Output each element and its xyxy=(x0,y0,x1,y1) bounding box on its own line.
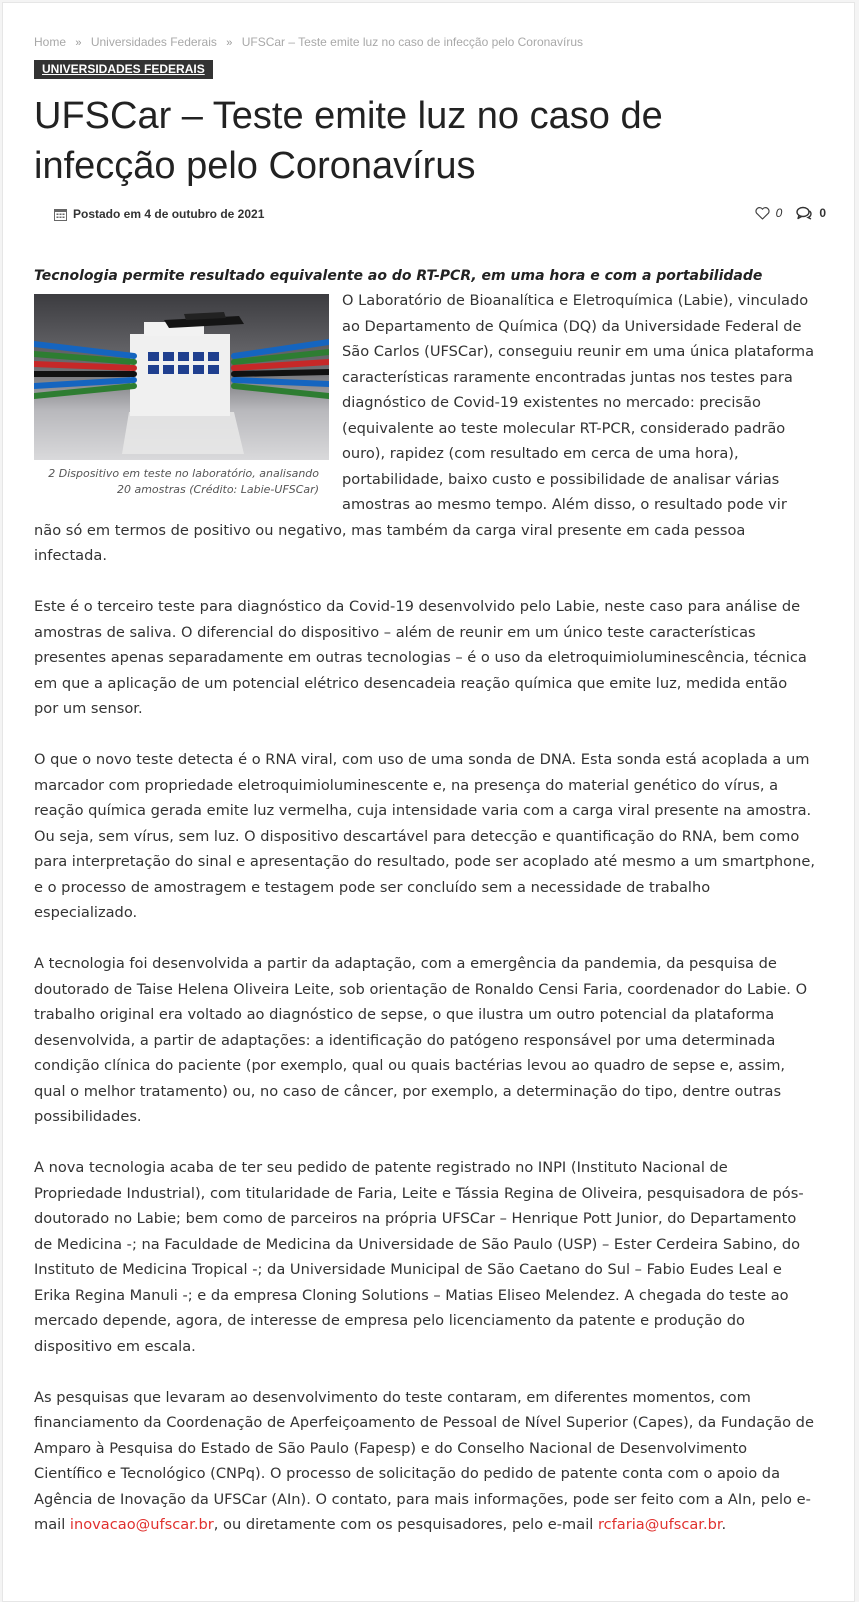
article-body xyxy=(34,288,815,1563)
breadcrumb-current: UFSCar – Teste emite luz no caso de infecção pelo Coronavírus xyxy=(241,35,583,49)
chevron-right-icon: » xyxy=(226,37,233,49)
post-date-text: Postado em 4 de outubro de 2021 xyxy=(73,207,265,221)
heart-icon xyxy=(755,207,770,220)
post-counters xyxy=(741,206,826,220)
email-link-rcfaria[interactable]: rcfaria@ufscar.br xyxy=(597,1516,722,1533)
category-badge[interactable]: UNIVERSIDADES FEDERAIS xyxy=(34,60,213,79)
comments-button[interactable] xyxy=(796,206,826,220)
chevron-right-icon: » xyxy=(75,37,82,49)
paragraph-5: A nova tecnologia acaba de ter seu pedido de patente registrado no INPI (Instituto Nacional de Propriedade Industrial), com titularidade de Faria, Leite e Tássia Regina de Oliveira, pesquisadora de pós-doutorado no Labie; bem como de parceiros na própria UFSCar – Henrique Pott Junior, do Departamento de Medicina -; na Faculdade de Medicina da Universidade de São Paulo (USP) – Ester Cerdeira Sabino, do Instituto de Medicina Tropical -; da Universidade Municipal de São Caetano do Sul – Fabio Eudes Leal e Erika Regina Manuli -; e da empresa Cloning Solutions – Matias Eliseo Melendez. A chegada do teste ao mercado depende, agora, de interesse de empresa pelo licenciamento da patente e produção do dispositivo em escala. xyxy=(34,1159,804,1355)
paragraph-1: O Laboratório de Bioanalítica e Eletroquímica (Labie), vinculado ao Departamento de Química (DQ) da Universidade Federal de São Carlos (UFSCar), conseguiu reunir em uma única plataforma características raramente encontradas juntas nos testes para diagnóstico de Covid-19 existentes no mercado: precisão (equivalente ao teste molecular RT-PCR, considerado padrão ouro), rapidez (com resultado em cerca de uma hora), portabilidade, baixo custo e possibilidade de analisar várias amostras ao mesmo tempo. Além disso, o resultado pode vir não só em termos de positivo ou negativo, mas também da carga viral presente em cada pessoa infectada. xyxy=(34,292,815,564)
calendar-icon xyxy=(54,208,67,221)
like-count: 0 xyxy=(775,206,783,220)
device-photo[interactable] xyxy=(34,294,329,460)
post-date xyxy=(54,207,264,221)
breadcrumb-home[interactable]: Home xyxy=(34,35,67,49)
comment-count: 0 xyxy=(819,206,826,220)
article-figure xyxy=(34,294,329,498)
figure-caption: 2 Dispositivo em teste no laboratório, analisando 20 amostras (Crédito: Labie-UFSCar) xyxy=(48,467,319,496)
like-button[interactable] xyxy=(755,206,783,220)
device-illustration xyxy=(34,294,329,460)
breadcrumb-category[interactable]: Universidades Federais xyxy=(90,35,217,49)
comments-icon xyxy=(796,206,813,220)
email-link-inovacao[interactable]: inovacao@ufscar.br xyxy=(69,1516,214,1533)
paragraph-6-end: . xyxy=(721,1516,727,1533)
page-title: UFSCar – Teste emite luz no caso de infecção pelo Coronavírus xyxy=(34,95,663,187)
paragraph-6 xyxy=(34,1385,815,1538)
article-card xyxy=(2,2,855,1602)
paragraph-4: A tecnologia foi desenvolvida a partir da adaptação, com a emergência da pandemia, da pesquisa de doutorado de Taise Helena Oliveira Leite, sob orientação de Ronaldo Censi Faria, coordenador do Labie. O trabalho original era voltado ao diagnóstico de sepse, o que ilustra um outro potencial da plataforma desenvolvida, a partir de adaptações: a identificação do patógeno responsável por uma determinada condição clínica do paciente (por exemplo, qual ou quais bactérias levou ao quadro de sepse e, assim, qual o melhor tratamento) ou, no caso de câncer, por exemplo, a determinação do tipo, dentre outras possibilidades. xyxy=(34,955,808,1125)
paragraph-2: Este é o terceiro teste para diagnóstico da Covid-19 desenvolvido pelo Labie, neste caso para análise de amostras de saliva. O diferencial do dispositivo – além de reunir em um único teste características presentes apenas separadamente em outras tecnologias – é o uso da eletroquimioluminescência, técnica em que a aplicação de um potencial elétrico desencadeia reação química que emite luz, medida então por um sensor. xyxy=(34,598,807,717)
paragraph-3: O que o novo teste detecta é o RNA viral, com uso de uma sonda de DNA. Esta sonda está acoplada a um marcador com propriedade eletroquimioluminescente e, na presença do material genético do vírus, a reação química gerada emite luz vermelha, cuja intensidade varia com a carga viral presente na amostra. Ou seja, sem vírus, sem luz. O dispositivo descartável para detecção e quantificação do RNA, bem como para interpretação do sinal e apresentação do resultado, pode ser acoplado até mesmo a um smartphone, e o processo de amostragem e testagem pode ser concluído sem a necessidade de trabalho especializado. xyxy=(34,751,815,921)
paragraph-6-text: As pesquisas que levaram ao desenvolvimento do teste contaram, em diferentes momentos, com financiamento da Coordenação de Aperfeiçoamento de Pessoal de Nível Superior (Capes), da Fundação de Amparo à Pesquisa do Estado de São Paulo (Fapesp) e do Conselho Nacional de Desenvolvimento Científico e Tecnológico (CNPq). O processo de solicitação do pedido de patente conta com o apoio da Agência de Inovação da UFSCar (AIn). O contato, para mais informações, pode ser feito com a AIn, pelo e-mail xyxy=(34,1388,814,1533)
paragraph-6-middle: , ou diretamente com os pesquisadores, pelo e-mail xyxy=(213,1516,594,1533)
breadcrumb xyxy=(34,35,583,49)
lead-subtitle: Tecnologia permite resultado equivalente ao do RT-PCR, em uma hora e com a portabilidade xyxy=(34,268,763,284)
